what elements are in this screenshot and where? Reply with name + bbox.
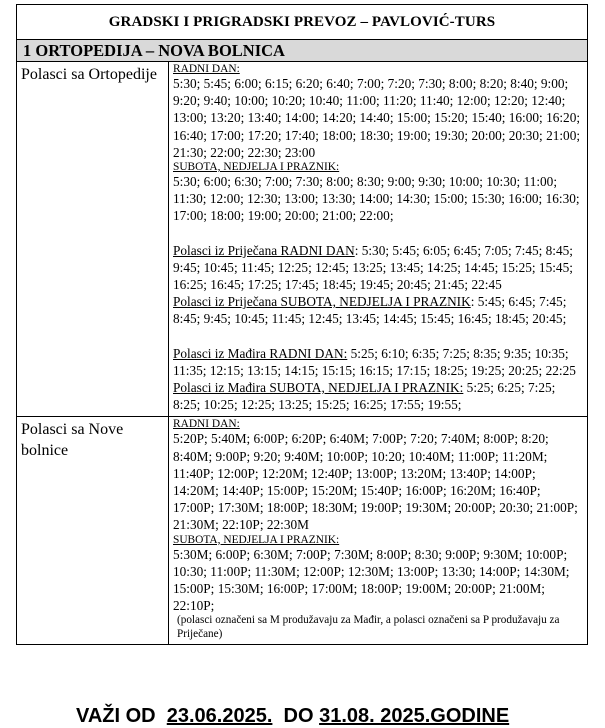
validity-date-to: 31.08. 2025.GODINE [319,705,510,727]
weekend-heading: SUBOTA, NEDJELJA I PRAZNIK: [173,533,340,546]
madjir-weekend-heading: Polasci iz Mađira SUBOTA, NEDJELJA I PRAZNIK: [173,380,464,396]
weekday-times: 5:20P; 5:40M; 6:00P; 6:20P; 6:40M; 7:00P; 7:20; 7:40M; 8:00P; 8:20; 8:40M; 9:00P; 9:20; 9:40M; 10:00P; 10:20; 10:40M; 11:00P; 11:20M; 11:40P; 12:00P; 12:20M; 12:40P; 13:00P; 13:20M; 13:40P; 14:00P; 14:20M; 14:40P; 15:00P; 15:20M; 15:40P; 16:00P; 16:20M; 16:40P; 17:00P; 17:30M; 18:00P; 18:30M; 19:00P; 19:30M; 20:00P; 20:30; 21:00P; 21:30M; 22:10P; 22:30M [173,431,578,533]
madjir-weekday-times: 5:25; 6:10; 6:35; 7:25; 8:35; 9:35; 10:35; 11:35; 12:15; 13:15; 14:15; 15:15; 16:15; 17:15; 18:25; 19:25; 20:25; 22:25 [173,345,576,378]
prijecani-weekday-times: : 5:30; 5:45; 6:05; 6:45; 7:05; 7:45; 8:45; 9:45; 10:45; 11:45; 12:25; 12:45; 13:25; 13:45; 14:25; 14:45; 15:25; 15:45; 16:25; 16:45; 17:25; 17:45; 18:45; 19:45; 20:45; 21:45; 22:45 [173,242,573,293]
section-label-ortopedija: Polasci sa Ortopedije [17,62,169,417]
madjir-weekend-times: 5:25; 6:25; 7:25; 8:25; 10:25; 12:25; 13:25; 15:25; 16:25; 17:55; 19:55; [173,380,556,413]
prijecani-weekday-block [173,242,583,294]
prijecani-weekend-block [173,293,583,327]
section-ortopedija [17,62,588,417]
madjir-weekday-block [173,345,583,379]
prijecani-weekend-heading: Polasci iz Priječana SUBOTA, NEDJELJA I PRAZNIK [173,294,471,310]
section-schedule-ortopedija [169,62,588,417]
route-extension-note: (polasci označeni sa M produžavaju za Mađir, a polasci označeni sa P produžavaju za Priječane) [177,614,560,640]
timetable-table [16,4,588,645]
validity-date-from: 23.06.2025. [166,705,273,727]
weekend-times: 5:30M; 6:00P; 6:30M; 7:00P; 7:30M; 8:00P; 8:30; 9:00P; 9:30M; 10:00P; 10:30; 11:00P; 11:30M; 12:00P; 12:30M; 13:00P; 13:30; 14:00P; 14:30M; 15:00P; 15:30M; 16:00P; 17:00M; 18:00P; 19:00M; 20:00P; 21:00M; 22:10P; [173,546,570,614]
madjir-weekday-heading: Polasci iz Mađira RADNI DAN: [173,345,348,361]
weekend-times: 5:30; 6:00; 6:30; 7:00; 7:30; 8:00; 8:30; 9:00; 9:30; 10:00; 10:30; 11:00; 11:30; 12:00; 12:30; 13:00; 13:30; 14:00; 14:30; 15:00; 15:30; 16:00; 16:30; 17:00; 18:00; 19:00; 20:00; 21:00; 22:00; [173,174,580,224]
timetable-document [16,4,588,645]
section-label-nova-bolnica: Polasci sa Nove bolnice [17,417,169,645]
madjir-weekend-block [173,379,583,413]
weekday-heading: RADNI DAN: [173,418,240,431]
validity-period [76,705,509,728]
validity-middle: DO [272,705,320,727]
weekend-heading: SUBOTA, NEDJELJA I PRAZNIK: [173,161,340,174]
section-nova-bolnica [17,417,588,645]
prijecani-weekend-times: : 5:45; 6:45; 7:45; 8:45; 9:45; 10:45; 11:45; 12:45; 13:45; 14:45; 15:45; 16:45; 18:45; 20:45; [173,294,567,327]
section-schedule-nova-bolnica [169,417,588,645]
prijecani-weekday-heading: Polasci iz Priječana RADNI DAN [173,242,355,258]
line-name: 1 ORTOPEDIJA – NOVA BOLNICA [17,40,588,62]
weekday-heading: RADNI DAN: [173,63,240,75]
validity-prefix: VAŽI OD [76,705,167,727]
document-title: GRADSKI I PRIGRADSKI PREVOZ – PAVLOVIĆ-TURS [17,5,588,40]
weekday-times: 5:30; 5:45; 6:00; 6:15; 6:20; 6:40; 7:00; 7:20; 7:30; 8:00; 8:20; 8:40; 9:00; 9:20; 9:40; 10:00; 10:20; 10:40; 11:00; 11:20; 11:40; 12:00; 12:20; 12:40; 13:00; 13:20; 13:40; 14:00; 14:20; 14:40; 15:00; 15:20; 15:40; 16:00; 16:20; 16:40; 17:00; 17:20; 17:40; 18:00; 18:30; 19:00; 19:30; 20:00; 20:30; 21:00; 21:30; 22:00; 22:30; 23:00 [173,76,581,160]
